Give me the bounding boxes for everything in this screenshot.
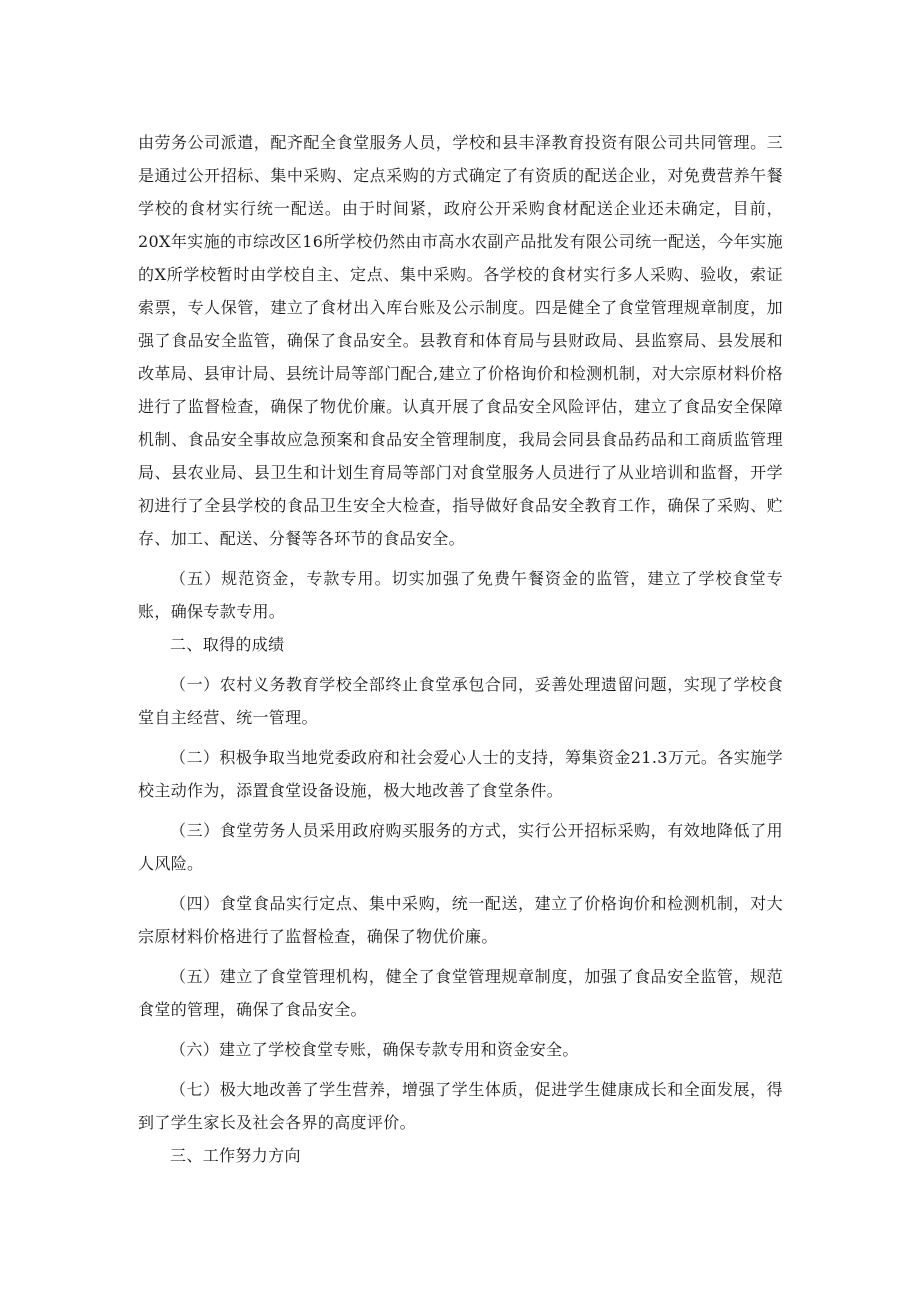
achievement-item-4: （四）食堂食品实行定点、集中采购，统一配送，建立了价格询价和检测机制，对大宗原材料价格进行了监督检查，确保了物优价廉。 (138, 894, 783, 946)
achievement-item-6: （六）建立了学校食堂专账，确保专款专用和资金安全。 (170, 1040, 579, 1059)
section-heading-achievements: 二、取得的成绩 (170, 635, 285, 654)
document-body (138, 126, 783, 1172)
achievement-item-3: （三）食堂劳务人员采用政府购买服务的方式，实行公开招标采购，有效地降低了用人风险。 (138, 821, 783, 873)
paragraph-continued-text: 由劳务公司派遣，配齐配全食堂服务人员，学校和县丰泽教育投资有限公司共同管理。三是通过公开招标、集中采购、定点采购的方式确定了有资质的配送企业，对免费营养午餐学校的食材实行统一配送。由于时间紧，政府公开采购食材配送企业还未确定，目前，20X年实施的市综改区16所学校仍然由市高水农副产品批发有限公司统一配送，今年实施的X所学校暂时由学校自主、定点、集中采购。各学校的食材实行多人采购、验收，索证索票，专人保管，建立了食材出入库台账及公示制度。四是健全了食堂管理规章制度，加强了食品安全监管，确保了食品安全。县教育和体育局与县财政局、县监察局、县发展和改革局、县审计局、县统计局等部门配合,建立了价格询价和检测机制，对大宗原材料价格进行了监督检查，确保了物优价廉。认真开展了食品安全风险评估，建立了食品安全保障机制、食品安全事故应急预案和食品安全管理制度，我局会同县食品药品和工商质监管理局、县农业局、县卫生和计划生育局等部门对食堂服务人员进行了从业培训和监督，开学初进行了全县学校的食品卫生安全大检查，指导做好食品安全教育工作，确保了采购、贮存、加工、配送、分餐等各环节的食品安全。 (138, 133, 783, 548)
section-heading-direction: 三、工作努力方向 (170, 1146, 301, 1165)
paragraph-item-5-funds: （五）规范资金，专款专用。切实加强了免费午餐资金的监管，建立了学校食堂专账，确保专款专用。 (138, 569, 783, 621)
achievement-item-2: （二）积极争取当地党委政府和社会爱心人士的支持，筹集资金21.3万元。各实施学校主动作为，添置食堂设备设施，极大地改善了食堂条件。 (138, 748, 783, 800)
achievement-item-1: （一）农村义务教育学校全部终止食堂承包合同，妥善处理遗留问题，实现了学校食堂自主经营、统一管理。 (138, 675, 783, 727)
achievement-item-5: （五）建立了食堂管理机构，健全了食堂管理规章制度，加强了食品安全监管，规范食堂的管理，确保了食品安全。 (138, 967, 783, 1019)
achievement-item-7: （七）极大地改善了学生营养，增强了学生体质，促进学生健康成长和全面发展，得到了学生家长及社会各界的高度评价。 (138, 1080, 783, 1132)
